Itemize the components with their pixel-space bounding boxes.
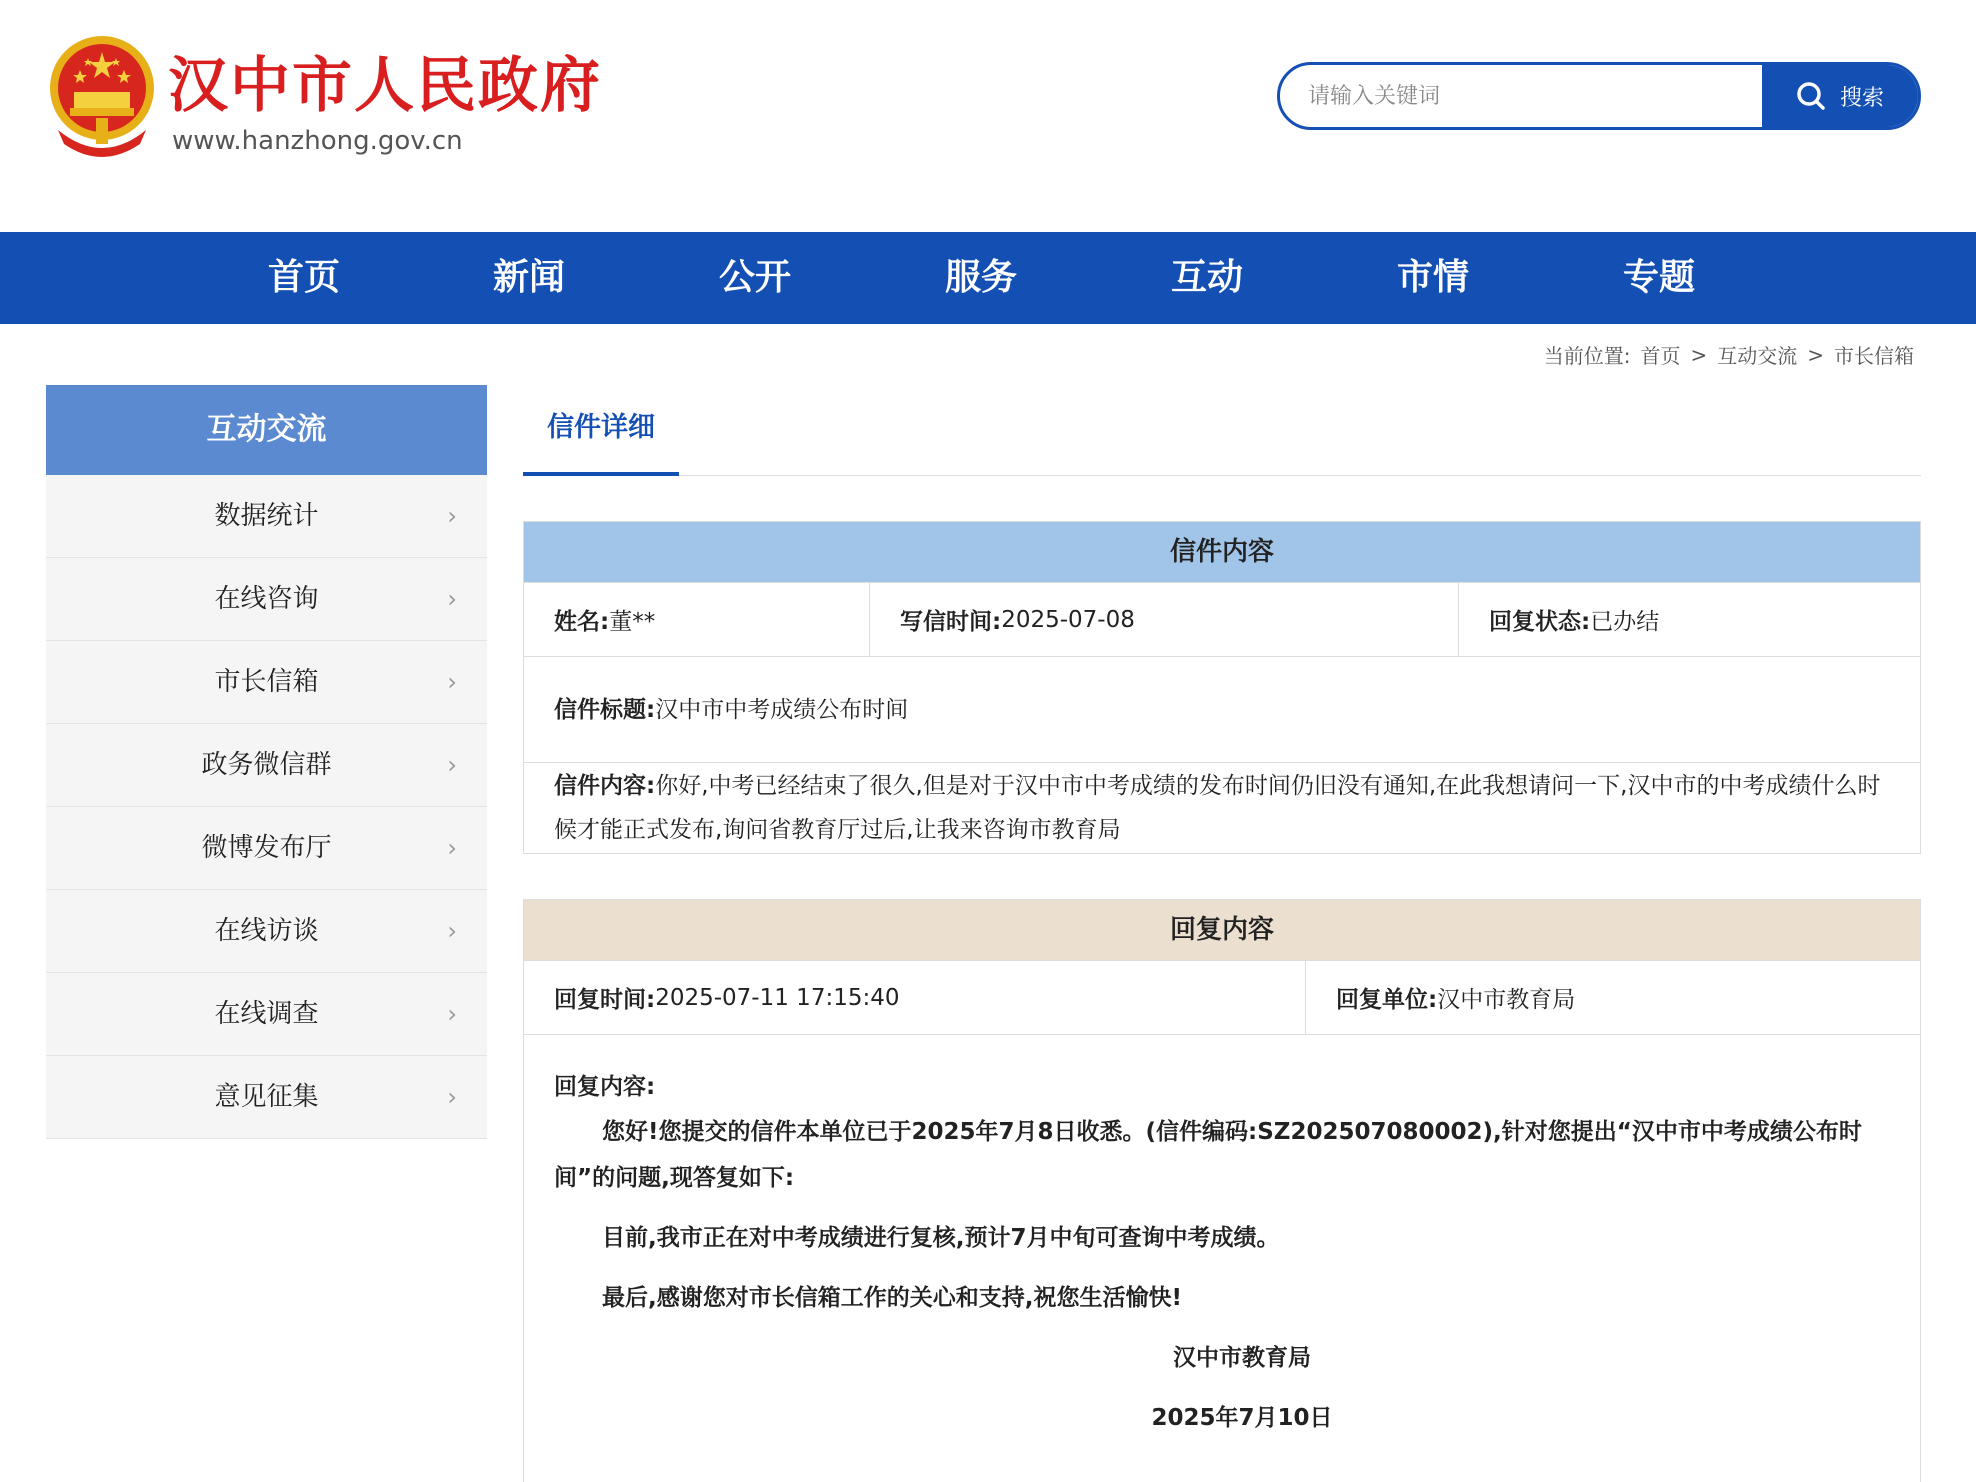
search-input[interactable] — [1280, 65, 1766, 127]
breadcrumb-mayor-mailbox[interactable]: 市长信箱 — [1834, 344, 1914, 368]
sidebar-item-online-survey[interactable] — [46, 973, 487, 1056]
write-time — [869, 583, 1458, 656]
national-emblem-icon[interactable] — [44, 34, 160, 160]
tab-letter-detail[interactable]: 信件详细 — [523, 400, 679, 476]
letter-meta-row — [524, 582, 1920, 656]
chevron-right-icon: › — [447, 1083, 457, 1111]
breadcrumb-prefix: 当前位置: — [1543, 344, 1631, 368]
nav-item-public[interactable]: 公开 — [718, 257, 791, 298]
reply-paragraph: 最后,感谢您对市长信箱工作的关心和支持,祝您生活愉快! — [602, 1285, 1182, 1311]
sidebar — [46, 385, 487, 1139]
reply-time-value: 2025-07-11 17:15:40 — [655, 984, 900, 1011]
letter-title-label: 信件标题: — [554, 696, 656, 723]
chevron-right-icon: › — [447, 585, 457, 613]
search-button-label: 搜索 — [1839, 85, 1884, 111]
sender-name-label: 姓名: — [554, 609, 610, 635]
sidebar-item-mayor-mailbox[interactable] — [46, 641, 487, 724]
nav-item-topics[interactable]: 专题 — [1622, 257, 1695, 298]
sender-name — [524, 583, 869, 656]
chevron-right-icon: › — [447, 917, 457, 945]
sidebar-item-opinion-collection[interactable] — [46, 1056, 487, 1139]
letter-title-value: 汉中市中考成绩公布时间 — [655, 696, 909, 723]
chevron-right-icon: › — [447, 668, 457, 696]
letter-content-value: 你好,中考已经结束了很久,但是对于汉中市中考成绩的发布时间仍旧没有通知,在此我想请问一下,汉中市的中考成绩什么时候才能正式发布,询问省教育厅过后,让我来咨询市教育局 — [554, 773, 1881, 843]
search-box — [1277, 62, 1921, 130]
chevron-right-icon: › — [447, 834, 457, 862]
sidebar-item-data-stats[interactable] — [46, 475, 487, 558]
sidebar-item-label: 在线访谈 — [214, 916, 319, 946]
nav-item-home[interactable]: 首页 — [267, 257, 340, 298]
search-button[interactable] — [1762, 65, 1918, 127]
reply-panel — [523, 899, 1921, 1482]
reply-body — [524, 1034, 1920, 1482]
nav-item-interaction[interactable]: 互动 — [1170, 257, 1243, 298]
site-header — [0, 0, 1976, 232]
sidebar-item-weibo-hall[interactable] — [46, 807, 487, 890]
sidebar-item-label: 政务微信群 — [201, 750, 332, 780]
sender-name-value: 董** — [609, 609, 656, 635]
search-icon — [1796, 81, 1826, 111]
reply-status — [1458, 583, 1920, 656]
nav-item-news[interactable]: 新闻 — [492, 257, 565, 298]
breadcrumb-home[interactable]: 首页 — [1640, 344, 1681, 368]
main-nav — [0, 232, 1976, 324]
reply-time-label: 回复时间: — [554, 987, 656, 1013]
letter-content — [524, 762, 1920, 853]
sidebar-item-label: 在线调查 — [214, 999, 319, 1029]
reply-unit — [1305, 961, 1920, 1034]
site-title[interactable]: 汉中市人民政府 — [168, 51, 602, 121]
write-time-value: 2025-07-08 — [1001, 606, 1135, 633]
letter-content-label: 信件内容: — [554, 773, 656, 799]
site-url[interactable]: www.hanzhong.gov.cn — [172, 126, 463, 156]
reply-content-label: 回复内容: — [554, 1074, 656, 1100]
reply-date: 2025年7月10日 — [1151, 1405, 1333, 1431]
chevron-right-icon: › — [447, 751, 457, 779]
letter-panel — [523, 521, 1921, 854]
breadcrumb-separator: > — [1807, 342, 1824, 367]
reply-status-label: 回复状态: — [1489, 609, 1591, 635]
reply-paragraph: 您好!您提交的信件本单位已于2025年7月8日收悉。(信件编码:SZ202507080002),针对您提出“汉中市中考成绩公布时间”的问题,现答复如下: — [554, 1119, 1862, 1191]
letter-title — [524, 656, 1920, 762]
reply-meta-row — [524, 960, 1920, 1034]
reply-unit-label: 回复单位: — [1336, 987, 1438, 1013]
reply-paragraph: 目前,我市正在对中考成绩进行复核,预计7月中旬可查询中考成绩。 — [602, 1225, 1280, 1251]
sidebar-item-label: 微博发布厅 — [201, 833, 332, 863]
sidebar-item-online-consult[interactable] — [46, 558, 487, 641]
chevron-right-icon: › — [447, 502, 457, 530]
nav-item-city-info[interactable]: 市情 — [1396, 257, 1469, 298]
sidebar-item-label: 意见征集 — [214, 1082, 319, 1112]
sidebar-item-label: 在线咨询 — [214, 584, 319, 614]
nav-item-service[interactable]: 服务 — [944, 257, 1017, 298]
reply-status-value: 已办结 — [1590, 609, 1660, 635]
reply-unit-value: 汉中市教育局 — [1437, 987, 1576, 1013]
sidebar-item-online-interview[interactable] — [46, 890, 487, 973]
detail-tab-bar — [523, 400, 1921, 476]
sidebar-item-label: 数据统计 — [214, 501, 319, 531]
breadcrumb-interaction[interactable]: 互动交流 — [1717, 344, 1798, 368]
sidebar-item-label: 市长信箱 — [214, 667, 319, 697]
reply-panel-heading: 回复内容 — [524, 900, 1920, 960]
reply-time — [524, 961, 1305, 1034]
write-time-label: 写信时间: — [900, 609, 1002, 635]
letter-panel-heading: 信件内容 — [524, 522, 1920, 582]
reply-signature: 汉中市教育局 — [1173, 1345, 1311, 1371]
breadcrumb-separator: > — [1690, 342, 1708, 367]
chevron-right-icon: › — [447, 1000, 457, 1028]
sidebar-title: 互动交流 — [46, 385, 487, 475]
breadcrumb — [1544, 340, 1914, 369]
sidebar-item-wechat-groups[interactable] — [46, 724, 487, 807]
